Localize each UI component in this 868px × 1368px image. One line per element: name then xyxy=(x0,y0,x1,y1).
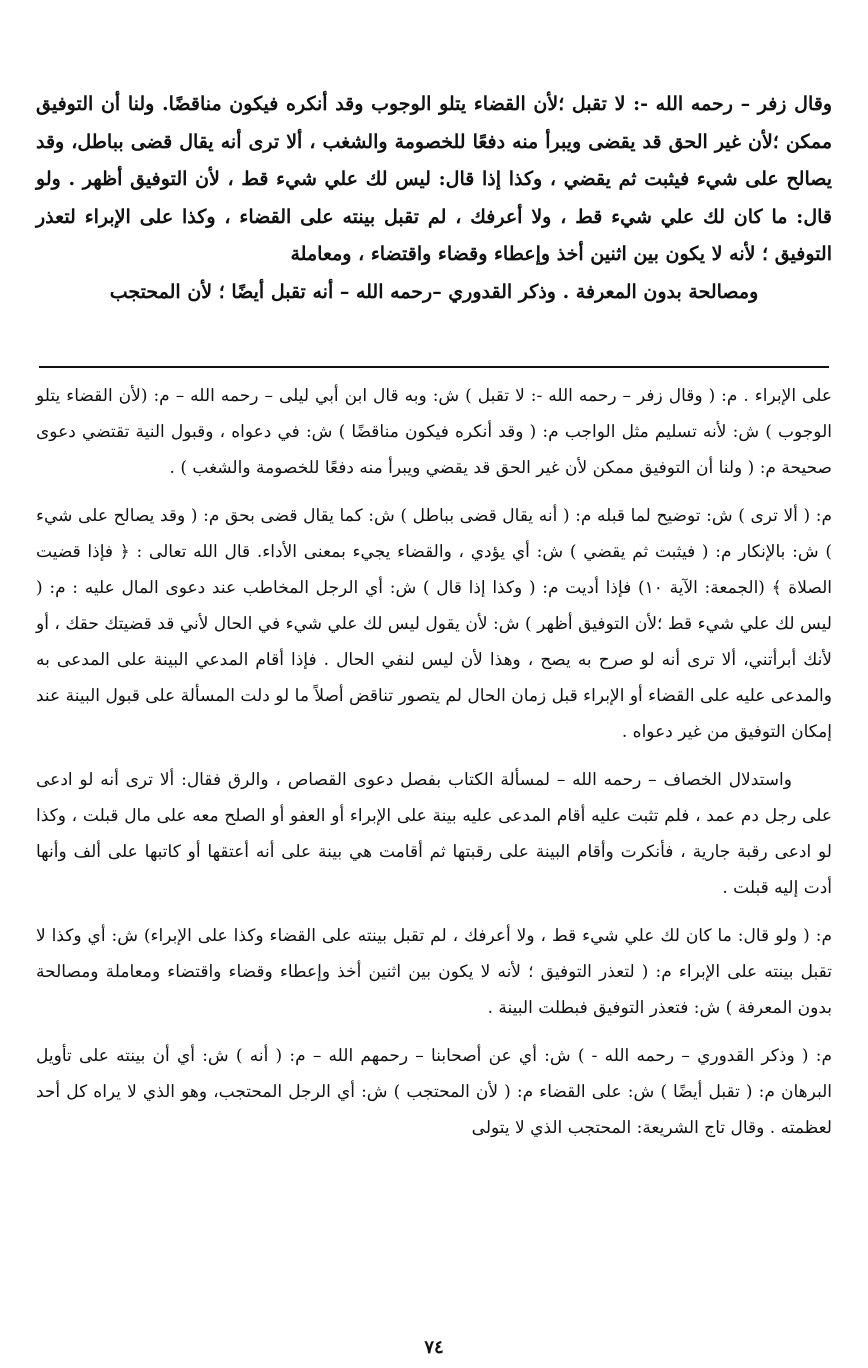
main-text-paragraph: وقال زفر – رحمه الله -: لا تقبل ؛لأن القضاء يتلو الوجوب وقد أنكره فيكون مناقضًا. ولنا أن التوفيق ممكن ؛لأن غير الحق قد يقضى ويبرأ منه دفعًا للخصومة والشغب ، ألا ترى أنه يقال قضى بباطل، وقد يصالح على شيء فيثبت ثم يقضي ، وكذا إذا قال: ليس لك علي شيء قط ، لأن التوفيق أظهر . ولو قال: ما كان لك علي شيء قط ، ولا أعرفك ، لم تقبل بينته على القضاء ، وكذا على الإبراء لتعذر التوفيق ؛ لأنه لا يكون بين اثنين أخذ وإعطاء وقضاء واقتضاء ، ومعاملة xyxy=(36,93,832,265)
commentary-paragraph-1: على الإبراء . م: ( وقال زفر – رحمه الله -: لا تقبل ) ش: وبه قال ابن أبي ليلى – رحمه الله – م: (لأن القضاء يتلو الوجوب ) ش: لأنه تسليم مثل الواجب م: ( وقد أنكره فيكون مناقضًا ) ش: في دعواه ، وقبول النية تقتضي دعوى صحيحة م: ( ولنا أن التوفيق ممكن لأن غير الحق قد يقضي ويبرأ منه دفعًا للخصومة والشغب ) . xyxy=(36,386,832,478)
commentary-paragraph-2: م: ( ألا ترى ) ش: توضيح لما قبله م: ( أنه يقال قضى بباطل ) ش: كما يقال قضى بحق م: ( وقد يصالح على شيء ) ش: بالإنكار م: ( فيثبت ثم يقضي ) ش: أي يؤدي ، والقضاء يجيء بمعنى الأداء. قال الله تعالى : ﴿ فإذا قضيت الصلاة ﴾ (الجمعة: الآية ١٠) فإذا أديت م: ( وكذا إذا قال ) ش: أي الرجل المخاطب عند دعوى المال عليه : م: ( ليس لك علي شيء قط ؛لأن التوفيق أظهر ) ش: لأن يقول ليس لك علي شيء في الحال لأني قد قضيتك حقك ، أو لأنك أبرأتني، ألا ترى أنه لو صرح به يصح ، وهذا لأن ليس لنفي الحال . فإذا أقام المدعي البينة على المدعى به والمدعى عليه على القضاء أو الإبراء قبل زمان الحال لم يتصور تناقض أصلاً ما لو دلت المسألة على قبول البينة عند إمكان التوفيق من غير دعواه . xyxy=(36,506,833,742)
divider-line xyxy=(39,366,829,368)
commentary-paragraph-3: واستدلال الخصاف – رحمه الله – لمسألة الكتاب بفصل دعوى القصاص ، والرق فقال: ألا ترى أنه لو ادعى على رجل دم عمد ، فلم تثبت عليه أقام المدعى عليه بينة على الإبراء أو العفو أو الصلح معه على مال قبلت ، وكذا لو ادعى رقبة جارية ، فأنكرت وأقام البينة على رقبتها ثم أقامت هي بينة على أنه أعتقها أو كاتبها على ألف وأنها أدت إليه قبلت . xyxy=(36,770,832,898)
commentary-paragraph-5: م: ( وذكر القدوري – رحمه الله - ) ش: أي عن أصحابنا – رحمهم الله – م: ( أنه ) ش: أي أن بينته على تأويل البرهان م: ( تقبل أيضًا ) ش: على القضاء م: ( لأن المحتجب ) ش: أي الرجل المحتجب، وهو الذي لا يراه كل أحد لعظمته . وقال تاج الشريعة: المحتجب الذي لا يتولى xyxy=(36,1046,832,1138)
commentary-block xyxy=(36,378,832,1146)
main-text-last-line: ومصالحة بدون المعرفة . وذكر القدوري –رحمه الله – أنه تقبل أيضًا ؛ لأن المحتجب xyxy=(109,280,759,303)
main-text-block xyxy=(36,86,832,311)
page-number: ٧٤ xyxy=(424,1337,444,1358)
commentary-paragraph-4: م: ( ولو قال: ما كان لك علي شيء قط ، ولا أعرفك ، لم تقبل بينته على القضاء وكذا على الإبراء) ش: أي وكذا لا تقبل بينته على الإبراء م: ( لتعذر التوفيق ؛ لأنه لا يكون بين اثنين أخذ وإعطاء وقضاء واقتضاء ومعاملة ومصالحة بدون المعرفة ) ش: فتعذر التوفيق فبطلت البينة . xyxy=(36,926,832,1018)
